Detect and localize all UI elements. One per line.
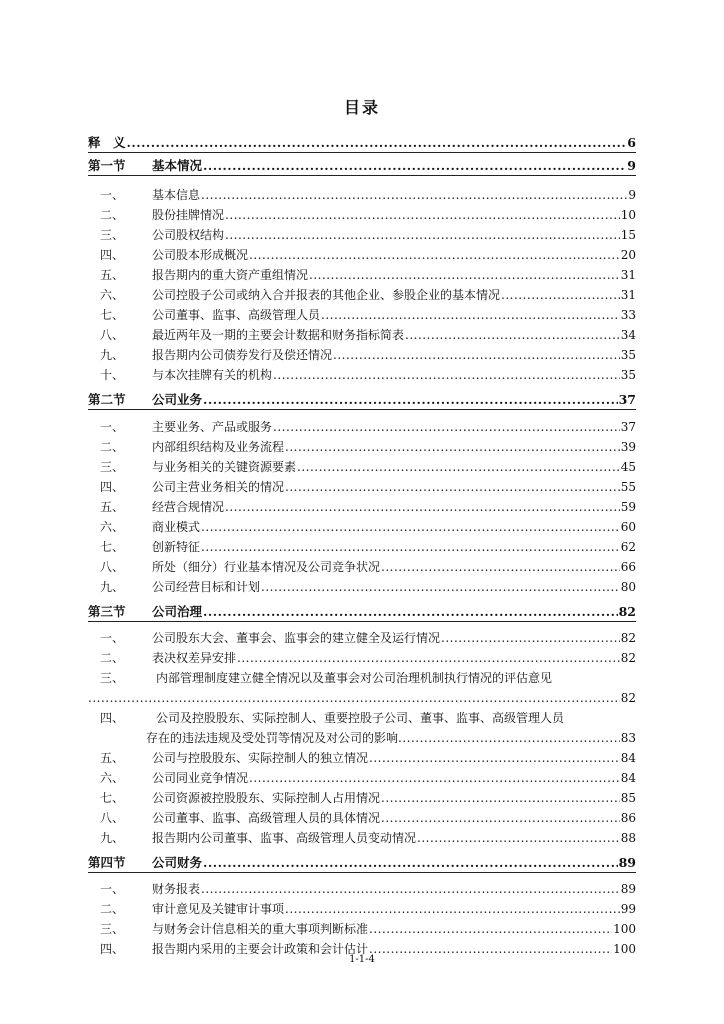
toc-entry-title: 公司与控股股东、实际控制人的独立情况 <box>152 751 369 765</box>
toc-entry-title: 内部组织结构及业务流程 <box>152 440 285 454</box>
toc-section-4[interactable] <box>88 850 636 873</box>
toc-entry[interactable] <box>88 876 636 896</box>
toc-entry-number: 八、 <box>100 328 125 342</box>
toc-entry[interactable] <box>88 434 636 454</box>
toc-entry[interactable] <box>88 936 636 956</box>
toc-entry-page: 84 <box>620 771 636 785</box>
toc-entry-number: 三、 <box>100 228 125 242</box>
toc-entry-title: 公司财务 <box>152 855 203 870</box>
toc-leader-dots <box>249 248 620 262</box>
toc-leader-dots <box>381 560 620 574</box>
toc-entry-page: 9 <box>628 188 636 202</box>
toc-entry-title: 公司及控股股东、实际控制人、重要控股子公司、董事、监事、高级管理人员 <box>156 711 565 725</box>
toc-entry-number: 二、 <box>100 208 125 222</box>
toc-entry-number: 六、 <box>100 520 125 534</box>
toc-leader-dots <box>237 651 620 665</box>
toc-entry-page: 6 <box>627 135 636 150</box>
toc-entry-title: 报告期内公司债券发行及偿还情况 <box>152 348 333 362</box>
toc-entry[interactable] <box>88 705 636 725</box>
toc-entry-number: 五、 <box>100 500 125 514</box>
toc-entry-page: 10 <box>620 208 636 222</box>
toc-entry-number: 八、 <box>100 560 125 574</box>
toc-leader-dots <box>285 440 620 454</box>
toc-leader-dots <box>225 208 620 222</box>
toc-entry-title: 公司股权结构 <box>152 228 225 242</box>
toc-entry-title: 商业模式 <box>152 520 201 534</box>
toc-leader-dots <box>381 791 620 805</box>
toc-entry-page: 80 <box>620 580 636 594</box>
toc-entry-number: 六、 <box>100 288 125 302</box>
toc-entry[interactable] <box>88 554 636 574</box>
toc-entry-title: 公司股本形成概况 <box>152 248 249 262</box>
toc-leader-dots <box>203 159 626 173</box>
toc-leader-dots <box>369 922 612 936</box>
toc-entry[interactable] <box>88 454 636 474</box>
toc-entry-page: 85 <box>620 791 636 805</box>
toc-entry-number: 五、 <box>100 268 125 282</box>
toc-entry[interactable] <box>88 645 636 665</box>
toc-leader-dots <box>333 348 620 362</box>
toc-entry[interactable] <box>88 262 636 282</box>
toc-leader-dots <box>249 771 620 785</box>
toc-entry-page: 20 <box>620 248 636 262</box>
toc-entry-number: 四、 <box>100 248 125 262</box>
toc-entry-number: 八、 <box>100 811 125 825</box>
toc-entry-number: 三、 <box>100 922 125 936</box>
toc-leader-dots <box>203 856 618 870</box>
toc-entry-page: 82 <box>620 631 636 645</box>
toc-section-3[interactable] <box>88 599 636 622</box>
toc-entry-number: 七、 <box>100 540 125 554</box>
toc-entry[interactable] <box>88 665 636 685</box>
toc-leader-dots <box>201 520 620 534</box>
toc-entry[interactable] <box>88 574 636 594</box>
toc-entry-title: 经营合规情况 <box>152 500 225 514</box>
toc-entry-page: 100 <box>613 942 636 956</box>
toc-entry-number: 九、 <box>100 831 125 845</box>
toc-entry-number: 一、 <box>100 188 125 202</box>
toc-entry-title: 公司主营业务相关的情况 <box>152 480 285 494</box>
toc-entry-title: 与财务会计信息相关的重大事项判断标准 <box>152 922 369 936</box>
toc-leader-dots <box>417 831 620 845</box>
toc-entry[interactable] <box>88 514 636 534</box>
toc-entry[interactable] <box>88 242 636 262</box>
toc-entry-page: 31 <box>620 268 636 282</box>
toc-entry[interactable] <box>88 825 636 845</box>
toc-entry-page: 55 <box>620 480 636 494</box>
toc-entry-page: 31 <box>620 288 636 302</box>
toc-entry[interactable] <box>88 916 636 936</box>
toc-leader-dots <box>88 691 620 705</box>
toc-entry[interactable] <box>88 805 636 825</box>
toc-entry-number: 第四节 <box>88 855 126 870</box>
toc-entry-continuation[interactable] <box>88 685 636 705</box>
toc-leader-dots <box>321 308 620 322</box>
toc-entry-number: 七、 <box>100 791 125 805</box>
toc-entry-number: 四、 <box>100 711 125 725</box>
toc-entry[interactable] <box>88 222 636 242</box>
toc-entry-page: 86 <box>620 811 636 825</box>
toc-leader-dots <box>261 580 620 594</box>
toc-entry-page: 82 <box>618 604 636 619</box>
toc-entry[interactable] <box>88 765 636 785</box>
toc-leader-dots <box>225 500 620 514</box>
toc-entry-title: 与本次挂牌有关的机构 <box>152 368 273 382</box>
toc-entry-number: 六、 <box>100 771 125 785</box>
toc-entry-title: 报告期内的重大资产重组情况 <box>152 268 309 282</box>
toc-entry-title: 创新特征 <box>152 540 201 554</box>
toc-entry-title: 公司资源被控股股东、实际控制人占用情况 <box>152 791 381 805</box>
toc-entry[interactable] <box>88 362 636 382</box>
toc-entry-title-continued: 存在的违法违规及受处罚等情况及对公司的影响 <box>146 731 399 745</box>
toc-entry[interactable] <box>88 322 636 342</box>
toc-entry-page: 35 <box>620 368 636 382</box>
toc-leader-dots <box>203 393 618 407</box>
toc-entry-title: 公司业务 <box>152 392 203 407</box>
toc-entry-page: 100 <box>613 922 636 936</box>
toc-entry-page: 89 <box>618 855 636 870</box>
toc-entry-number: 四、 <box>100 480 125 494</box>
toc-entry-page: 66 <box>620 560 636 574</box>
toc-entry-title: 公司股东大会、董事会、监事会的建立健全及运行情况 <box>152 631 441 645</box>
toc-entry-number: 五、 <box>100 751 125 765</box>
toc-entry-title: 财务报表 <box>152 882 201 896</box>
toc-entry-page: 35 <box>620 348 636 362</box>
toc-leader-dots <box>273 420 620 434</box>
toc-leader-dots <box>369 751 620 765</box>
toc-entry-title: 公司治理 <box>152 604 203 619</box>
toc-entry[interactable] <box>88 625 636 645</box>
toc-leader-dots <box>297 460 620 474</box>
toc-entry-definitions[interactable] <box>88 130 636 153</box>
toc-entry-title: 公司董事、监事、高级管理人员 <box>152 308 321 322</box>
toc-leader-dots <box>225 228 620 242</box>
toc-section-2[interactable] <box>88 387 636 410</box>
toc-entry[interactable] <box>88 282 636 302</box>
toc-entry-number: 一、 <box>100 420 125 434</box>
toc-entry[interactable] <box>88 494 636 514</box>
toc-entry[interactable] <box>88 534 636 554</box>
toc-entry-title: 基本信息 <box>152 188 201 202</box>
toc-entry-title: 最近两年及一期的主要会计数据和财务指标简表 <box>152 328 405 342</box>
toc-entry-page: 37 <box>618 392 636 407</box>
toc-entry-title: 所处（细分）行业基本情况及公司竞争状况 <box>152 560 381 574</box>
toc-section-1[interactable] <box>88 153 636 176</box>
toc-entry-number: 二、 <box>100 440 125 454</box>
toc-leader-dots <box>501 288 620 302</box>
toc-leader-dots <box>273 368 620 382</box>
toc-entry-number: 十、 <box>100 368 125 382</box>
toc-entry-page: 99 <box>620 902 636 916</box>
toc-entry-title: 报告期内采用的主要会计政策和会计估计 <box>152 942 369 956</box>
toc-entry-number: 四、 <box>100 942 125 956</box>
toc-entry[interactable] <box>88 474 636 494</box>
toc-entry-page: 9 <box>627 158 636 173</box>
toc-entry-title: 公司经营目标和计划 <box>152 580 261 594</box>
toc-leader-dots <box>309 268 620 282</box>
toc-entry-page: 88 <box>620 831 636 845</box>
toc-entry-page: 84 <box>620 751 636 765</box>
toc-entry-page: 60 <box>620 520 636 534</box>
toc-leader-dots <box>203 605 618 619</box>
toc-leader-dots <box>285 902 620 916</box>
toc-entry[interactable] <box>88 182 636 202</box>
toc-leader-dots <box>201 540 620 554</box>
toc-leader-dots <box>381 811 620 825</box>
toc-entry-title: 审计意见及关键审计事项 <box>152 902 285 916</box>
toc-leader-dots <box>398 731 620 745</box>
toc-entry-title: 公司同业竞争情况 <box>152 771 249 785</box>
toc-leader-dots <box>405 328 620 342</box>
toc-entry-title: 表决权差异安排 <box>152 651 237 665</box>
toc-entry-number: 九、 <box>100 348 125 362</box>
toc-entry-number: 第一节 <box>88 158 126 173</box>
toc-entry-page: 82 <box>620 651 636 665</box>
toc-title: 目录 <box>343 98 380 117</box>
toc-entry-number: 三、 <box>100 671 125 685</box>
toc-entry-page: 89 <box>620 882 636 896</box>
toc-entry-title: 内部管理制度建立健全情况以及董事会对公司治理机制执行情况的评估意见 <box>156 671 553 685</box>
toc-entry[interactable] <box>88 202 636 222</box>
toc-entry-number: 二、 <box>100 651 125 665</box>
toc-entry[interactable] <box>88 896 636 916</box>
toc-entry[interactable] <box>88 414 636 434</box>
toc-entry-number: 释 义 <box>88 135 126 150</box>
toc-entry[interactable] <box>88 302 636 322</box>
toc-entry-number: 第三节 <box>88 604 126 619</box>
toc-entry-title: 公司董事、监事、高级管理人员的具体情况 <box>152 811 381 825</box>
toc-entry[interactable] <box>88 745 636 765</box>
page-number-footer: 1-1-4 <box>349 954 375 965</box>
toc-entry-title: 报告期内公司董事、监事、高级管理人员变动情况 <box>152 831 417 845</box>
toc-entry-number: 一、 <box>100 882 125 896</box>
toc-entry-number: 七、 <box>100 308 125 322</box>
toc-leader-dots <box>127 136 627 150</box>
toc-leader-dots <box>441 631 620 645</box>
toc-entry-title: 主要业务、产品或服务 <box>152 420 273 434</box>
toc-entry-number: 一、 <box>100 631 125 645</box>
toc-entry-title: 股份挂牌情况 <box>152 208 225 222</box>
toc-entry-page: 37 <box>620 420 636 434</box>
toc-entry-page: 82 <box>620 691 636 705</box>
toc-entry-number: 二、 <box>100 902 125 916</box>
toc-entry-page: 15 <box>620 228 636 242</box>
toc-entry-number: 第二节 <box>88 392 126 407</box>
toc-entry-title: 基本情况 <box>152 158 203 173</box>
toc-entry-page: 59 <box>620 500 636 514</box>
toc-entry-continuation[interactable] <box>146 725 636 745</box>
toc-entry-title: 公司控股子公司或纳入合并报表的其他企业、参股企业的基本情况 <box>152 288 501 302</box>
toc-entry-page: 39 <box>620 440 636 454</box>
toc-leader-dots <box>201 188 627 202</box>
toc-entry-page: 34 <box>620 328 636 342</box>
toc-leader-dots <box>201 882 620 896</box>
toc-entry-page: 83 <box>620 731 636 745</box>
toc-entry-title: 与业务相关的关键资源要素 <box>152 460 297 474</box>
toc-entry-page: 33 <box>620 308 636 322</box>
toc-leader-dots <box>285 480 620 494</box>
toc-entry[interactable] <box>88 342 636 362</box>
toc-entry-page: 62 <box>620 540 636 554</box>
toc-entry-page: 45 <box>620 460 636 474</box>
toc-entry-number: 三、 <box>100 460 125 474</box>
toc-entry[interactable] <box>88 785 636 805</box>
toc-entry-number: 九、 <box>100 580 125 594</box>
